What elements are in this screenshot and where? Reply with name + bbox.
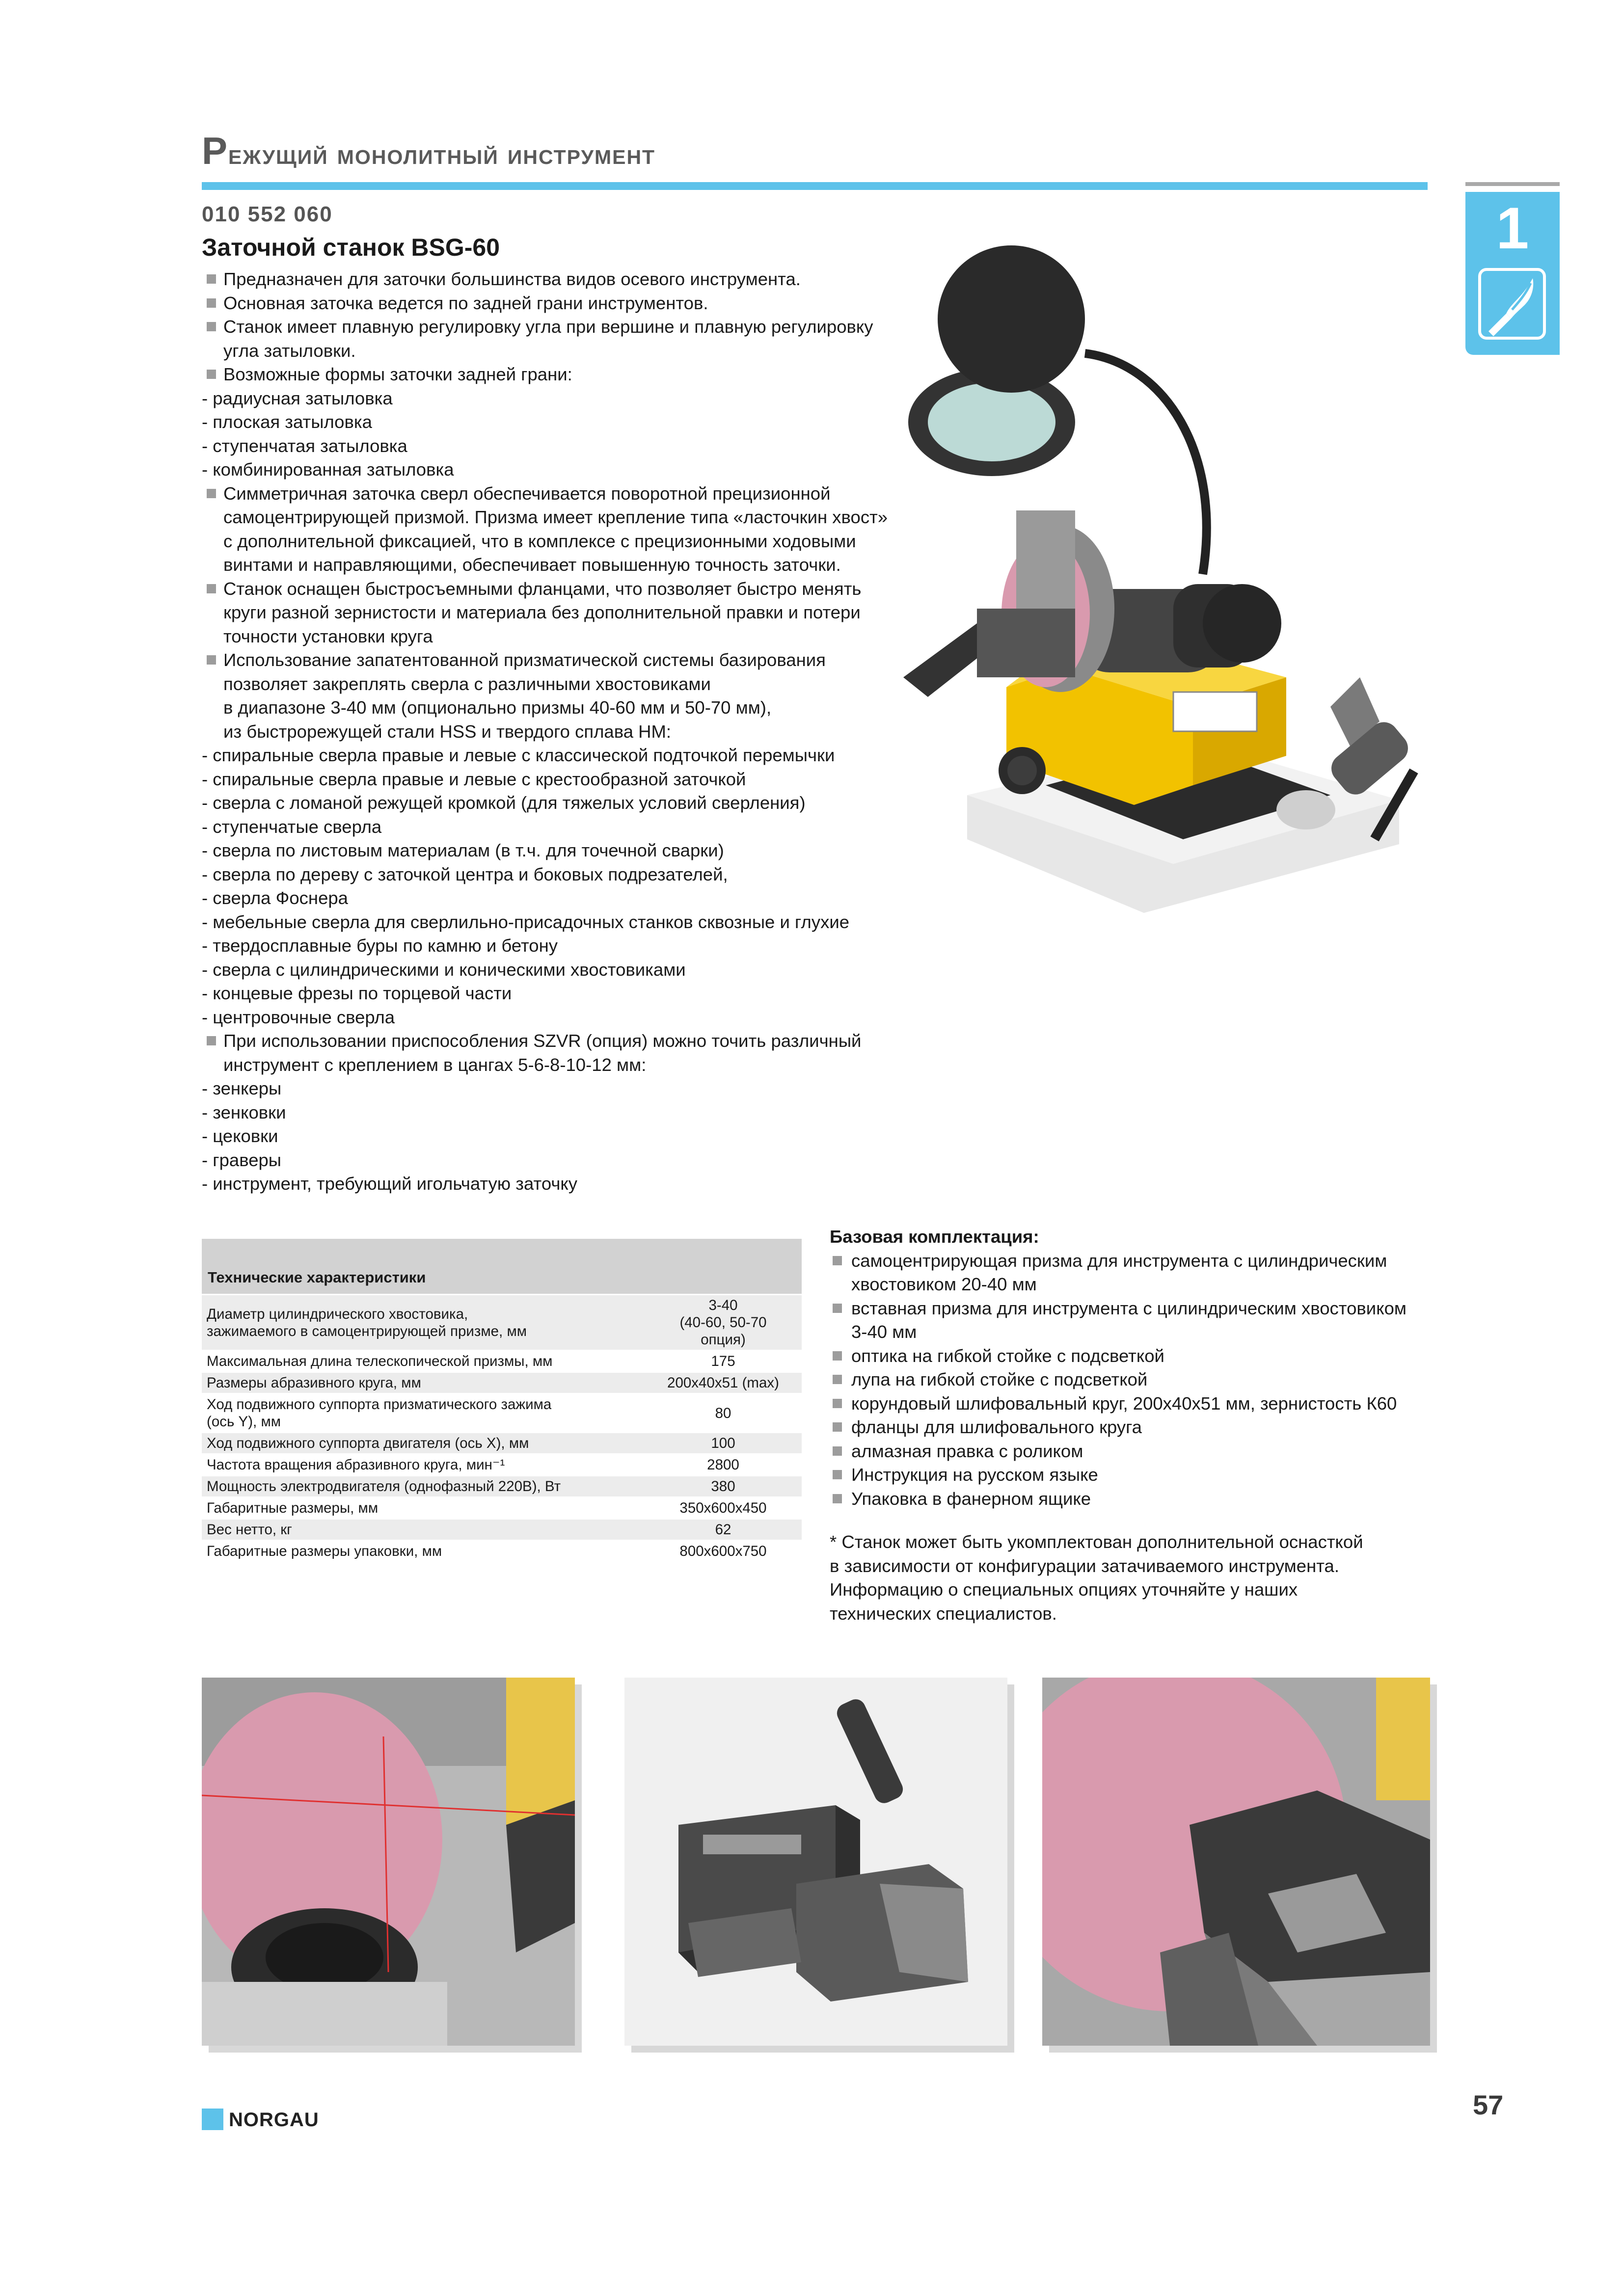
- equipment-line: 3-40 мм: [851, 1322, 917, 1342]
- equipment-bullet: алмазная правка с роликом: [830, 1440, 1468, 1464]
- description-line: - спиральные сверла правые и левые с крестообразной заточкой: [202, 769, 746, 789]
- description-line: - ступенчатая затыловка: [202, 435, 407, 456]
- brand-logo-text: NORGAU: [229, 2109, 319, 2131]
- description-bullet: Основная заточка ведется по задней грани инструментов.: [202, 292, 987, 316]
- description-line: - комбинированная затыловка: [202, 459, 454, 480]
- specs-row: [202, 1541, 802, 1562]
- description-line: - сверла Фоснера: [202, 888, 348, 908]
- basic-equipment-title: Базовая комплектация:: [830, 1227, 1039, 1247]
- prism-clamp-photo: [624, 1678, 1007, 2046]
- description-line: - цековки: [202, 1126, 278, 1146]
- description-line: - зенкеры: [202, 1078, 282, 1098]
- specs-table-header-row: [202, 1239, 802, 1295]
- description-bullet: Станок оснащен быстросъемными фланцами, что позволяет быстро менять: [202, 577, 987, 601]
- specs-row: [202, 1497, 802, 1519]
- description-line: винтами и направляющими, обеспечивает повышенную точность заточки.: [223, 555, 841, 575]
- description-line: - зенковки: [202, 1102, 286, 1122]
- description-line: самоцентрирующей призмой. Призма имеет крепление типа «ласточкин хвост»: [223, 507, 888, 527]
- specs-label: Максимальная длина телескопической призмы, мм: [202, 1351, 645, 1372]
- description-line: угла затыловки.: [223, 340, 356, 361]
- description-bullet: Предназначен для заточки большинства видов осевого инструмента.: [202, 267, 987, 292]
- specs-row: [202, 1295, 802, 1351]
- specs-value: 100: [645, 1433, 802, 1454]
- specs-value: 3-40 (40-60, 50-70 опция): [645, 1295, 802, 1351]
- specs-value: 800x600x750: [645, 1541, 802, 1562]
- specs-value: 350x600x450: [645, 1497, 802, 1519]
- specs-table-title: Технические характеристики: [202, 1239, 802, 1295]
- description-line: - твердосплавные буры по камню и бетону: [202, 935, 558, 956]
- product-code: 010 552 060: [202, 202, 333, 226]
- specs-row: [202, 1372, 802, 1394]
- section-title: Режущий монолитный инструмент: [202, 129, 656, 172]
- description-line: - центровочные сверла: [202, 1007, 395, 1027]
- specs-row: [202, 1433, 802, 1454]
- specs-value: 2800: [645, 1454, 802, 1476]
- description-bullet: При использовании приспособления SZVR (опция) можно точить различный: [202, 1029, 987, 1053]
- chapter-number: 1: [1496, 195, 1529, 261]
- drill-grinding-closeup-photo: [1042, 1678, 1430, 2046]
- specs-value: 380: [645, 1476, 802, 1497]
- page-number: 57: [1473, 2089, 1504, 2120]
- description-line: круги разной зернистости и материала без дополнительной правки и потери: [223, 602, 861, 622]
- specs-value: 80: [645, 1394, 802, 1433]
- chapter-tab-cap: [1465, 182, 1560, 186]
- description-line: из быстрорежущей стали HSS и твердого сплава HM:: [223, 721, 672, 742]
- specs-value: 62: [645, 1519, 802, 1541]
- specs-label: Ход подвижного суппорта призматического зажима (ось Y), мм: [202, 1394, 645, 1433]
- description-line: - концевые фрезы по торцевой части: [202, 983, 512, 1003]
- specs-label: Мощность электродвигателя (однофазный 220В), Вт: [202, 1476, 645, 1497]
- specs-label: Размеры абразивного круга, мм: [202, 1372, 645, 1394]
- product-title: Заточной станок BSG-60: [202, 234, 500, 261]
- description-line: точности установки круга: [223, 626, 433, 646]
- description-bullet: Симметричная заточка сверл обеспечивается поворотной прецизионной: [202, 482, 987, 506]
- specs-row: [202, 1394, 802, 1433]
- specs-label: Частота вращения абразивного круга, мин⁻¹: [202, 1454, 645, 1476]
- equipment-bullet: самоцентрирующая призма для инструмента с цилиндрическим: [830, 1249, 1468, 1273]
- description-bullet: Станок имеет плавную регулировку угла при вершине и плавную регулировку: [202, 315, 987, 339]
- specs-label: Габаритные размеры, мм: [202, 1497, 645, 1519]
- specs-table: [202, 1239, 802, 1563]
- specs-row: [202, 1519, 802, 1541]
- note-line: в зависимости от конфигурации затачиваемого инструмента.: [830, 1555, 1339, 1576]
- product-description: [202, 267, 987, 1196]
- description-line: - ступенчатые сверла: [202, 816, 382, 837]
- description-line: - плоская затыловка: [202, 412, 372, 432]
- note-line: * Станок может быть укомплектован дополнительной оснасткой: [830, 1532, 1363, 1552]
- description-line: - инструмент, требующий игольчатую заточку: [202, 1174, 577, 1194]
- specs-row: [202, 1454, 802, 1476]
- description-line: - спиральные сверла правые и левые с классической подточкой перемычки: [202, 745, 835, 765]
- basic-equipment: [830, 1225, 1468, 1511]
- description-bullet: Возможные формы заточки задней грани:: [202, 363, 987, 387]
- specs-label: Вес нетто, кг: [202, 1519, 645, 1541]
- description-line: - сверла с цилиндрическими и коническими хвостовиками: [202, 959, 686, 980]
- equipment-bullet: Упаковка в фанерном ящике: [830, 1487, 1468, 1511]
- specs-row: [202, 1351, 802, 1372]
- description-line: с дополнительной фиксацией, что в комплексе с прецизионными ходовыми: [223, 531, 856, 551]
- description-line: - граверы: [202, 1149, 282, 1170]
- specs-value: 175: [645, 1351, 802, 1372]
- equipment-bullet: вставная призма для инструмента с цилиндрическим хвостовиком: [830, 1297, 1468, 1321]
- drill-bit-icon: [1478, 267, 1546, 340]
- equipment-line: хвостовиком 20-40 мм: [851, 1274, 1037, 1294]
- specs-value: 200x40x51 (max): [645, 1372, 802, 1394]
- equipment-bullet: фланцы для шлифовального круга: [830, 1415, 1468, 1440]
- equipment-bullet: Инструкция на русском языке: [830, 1463, 1468, 1487]
- specs-label: Габаритные размеры упаковки, мм: [202, 1541, 645, 1562]
- machine-photo: [898, 236, 1453, 937]
- description-line: инструмент с креплением в цангах 5-6-8-10-12 мм:: [223, 1054, 647, 1075]
- description-line: - сверла с ломаной режущей кромкой (для тяжелых условий сверления): [202, 793, 806, 813]
- description-line: позволяет закреплять сверла с различными хвостовиками: [223, 673, 711, 694]
- description-line: - радиусная затыловка: [202, 388, 393, 408]
- configuration-note: [830, 1530, 1468, 1626]
- specs-label: Диаметр цилиндрического хвостовика, зажимаемого в самоцентрирующей призме, мм: [202, 1295, 645, 1351]
- description-line: - мебельные сверла для сверлильно-присадочных станков сквозные и глухие: [202, 911, 850, 932]
- equipment-bullet: лупа на гибкой стойке с подсветкой: [830, 1368, 1468, 1392]
- note-line: технических специалистов.: [830, 1603, 1057, 1624]
- description-line: в диапазоне 3-40 мм (опционально призмы 40-60 мм и 50-70 мм),: [223, 697, 772, 718]
- norgau-logo-square: [202, 2109, 223, 2130]
- description-line: - сверла по листовым материалам (в т.ч. для точечной сварки): [202, 840, 724, 860]
- specs-row: [202, 1476, 802, 1497]
- equipment-bullet: корундовый шлифовальный круг, 200x40x51 мм, зернистость К60: [830, 1392, 1468, 1416]
- grinding-wheel-laser-photo: [202, 1678, 575, 2046]
- description-line: - сверла по дереву с заточкой центра и боковых подрезателей,: [202, 864, 728, 884]
- note-line: Информацию о специальных опциях уточняйте у наших: [830, 1579, 1298, 1600]
- equipment-bullet: оптика на гибкой стойке с подсветкой: [830, 1344, 1468, 1368]
- specs-label: Ход подвижного суппорта двигателя (ось X), мм: [202, 1433, 645, 1454]
- description-bullet: Использование запатентованной призматической системы базирования: [202, 648, 987, 672]
- header-rule: [202, 182, 1428, 190]
